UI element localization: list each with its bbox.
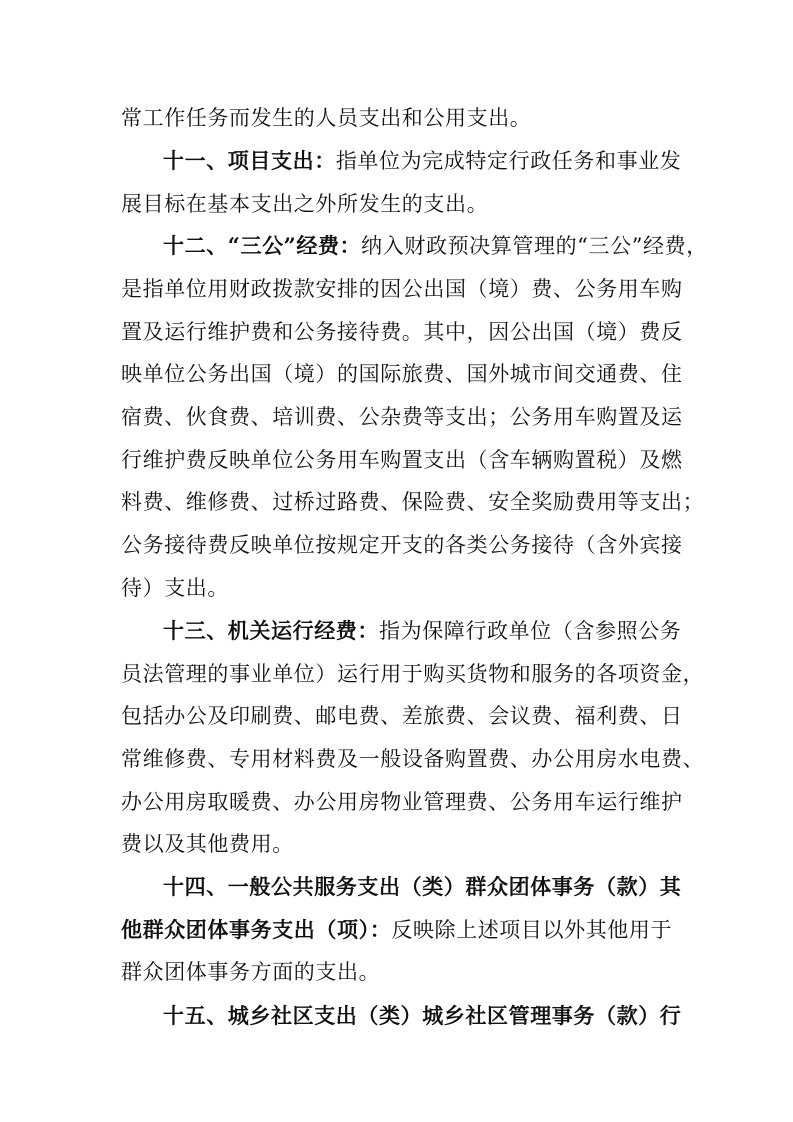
section-heading-line xyxy=(163,226,708,266)
text-run: 包括办公及印刷费、邮电费、差旅费、会议费、福利费、日 xyxy=(121,704,683,728)
text-line xyxy=(121,525,681,565)
text-line xyxy=(121,739,705,779)
section-heading-12: 十二、“三公”经费： xyxy=(163,233,362,258)
text-run: 料费、维修费、过桥过路费、保险费、安全奖励费用等支出； xyxy=(121,490,705,514)
text-run: 是指单位用财政拨款安排的因公出国（境）费、公务用车购 xyxy=(121,277,683,301)
text-run: 待）支出。 xyxy=(121,576,229,600)
text-run: 展目标在基本支出之外所发生的支出。 xyxy=(121,192,489,216)
section-heading-line xyxy=(163,141,681,181)
text-line xyxy=(121,440,681,480)
text-line xyxy=(121,654,705,694)
text-run: 公务接待费反映单位按规定开支的各类公务接待（含外宾接 xyxy=(121,533,683,557)
text-line xyxy=(121,397,681,437)
text-run: 费以及其他费用。 xyxy=(121,832,294,856)
text-line xyxy=(121,952,681,992)
text-line xyxy=(121,269,681,309)
section-heading-line xyxy=(163,867,681,907)
text-line xyxy=(121,312,681,352)
text-run: 群众团体事务方面的支出。 xyxy=(121,960,381,984)
text-run: 宿费、伙食费、培训费、公杂费等支出；公务用车购置及运 xyxy=(121,405,683,429)
section-heading-line xyxy=(163,996,681,1036)
text-run: 置及运行维护费和公务接待费。其中，因公出国（境）费反 xyxy=(121,320,683,344)
text-line xyxy=(121,910,681,950)
text-line xyxy=(121,824,681,864)
text-run: 指单位为完成特定行政任务和事业发 xyxy=(335,149,682,173)
section-heading-line xyxy=(163,611,681,651)
section-heading-13: 十三、机关运行经费： xyxy=(163,618,379,643)
text-line xyxy=(121,354,681,394)
text-line xyxy=(121,782,681,822)
text-run: 员法管理的事业单位）运行用于购买货物和服务的各项资金， xyxy=(121,662,705,686)
section-heading-11: 十一、项目支出： xyxy=(163,148,336,173)
text-run: 映单位公务出国（境）的国际旅费、国外城市间交通费、住 xyxy=(121,362,683,386)
text-line xyxy=(121,568,681,608)
text-run: 指为保障行政单位（含参照公务 xyxy=(379,619,682,643)
text-run: 反映除上述项目以外其他用于 xyxy=(391,918,673,942)
text-line xyxy=(121,482,705,522)
section-heading-15: 十五、城乡社区支出（类）城乡社区管理事务（款）行 xyxy=(163,1003,682,1028)
text-line xyxy=(121,98,681,138)
section-heading-14-cont: 他群众团体事务支出（项）： xyxy=(121,917,392,942)
text-run: 常工作任务而发生的人员支出和公用支出。 xyxy=(121,106,532,130)
text-run: 行维护费反映单位公务用车购置支出（含车辆购置税）及燃 xyxy=(121,448,683,472)
text-run: 办公用房取暖费、办公用房物业管理费、公务用车运行维护 xyxy=(121,790,683,814)
text-line xyxy=(121,696,681,736)
section-heading-14: 十四、一般公共服务支出（类）群众团体事务（款）其 xyxy=(163,874,682,899)
text-run: 常维修费、专用材料费及一般设备购置费、办公用房水电费、 xyxy=(121,747,705,771)
text-line xyxy=(121,184,681,224)
text-run: 纳入财政预决算管理的“三公”经费， xyxy=(361,234,708,258)
